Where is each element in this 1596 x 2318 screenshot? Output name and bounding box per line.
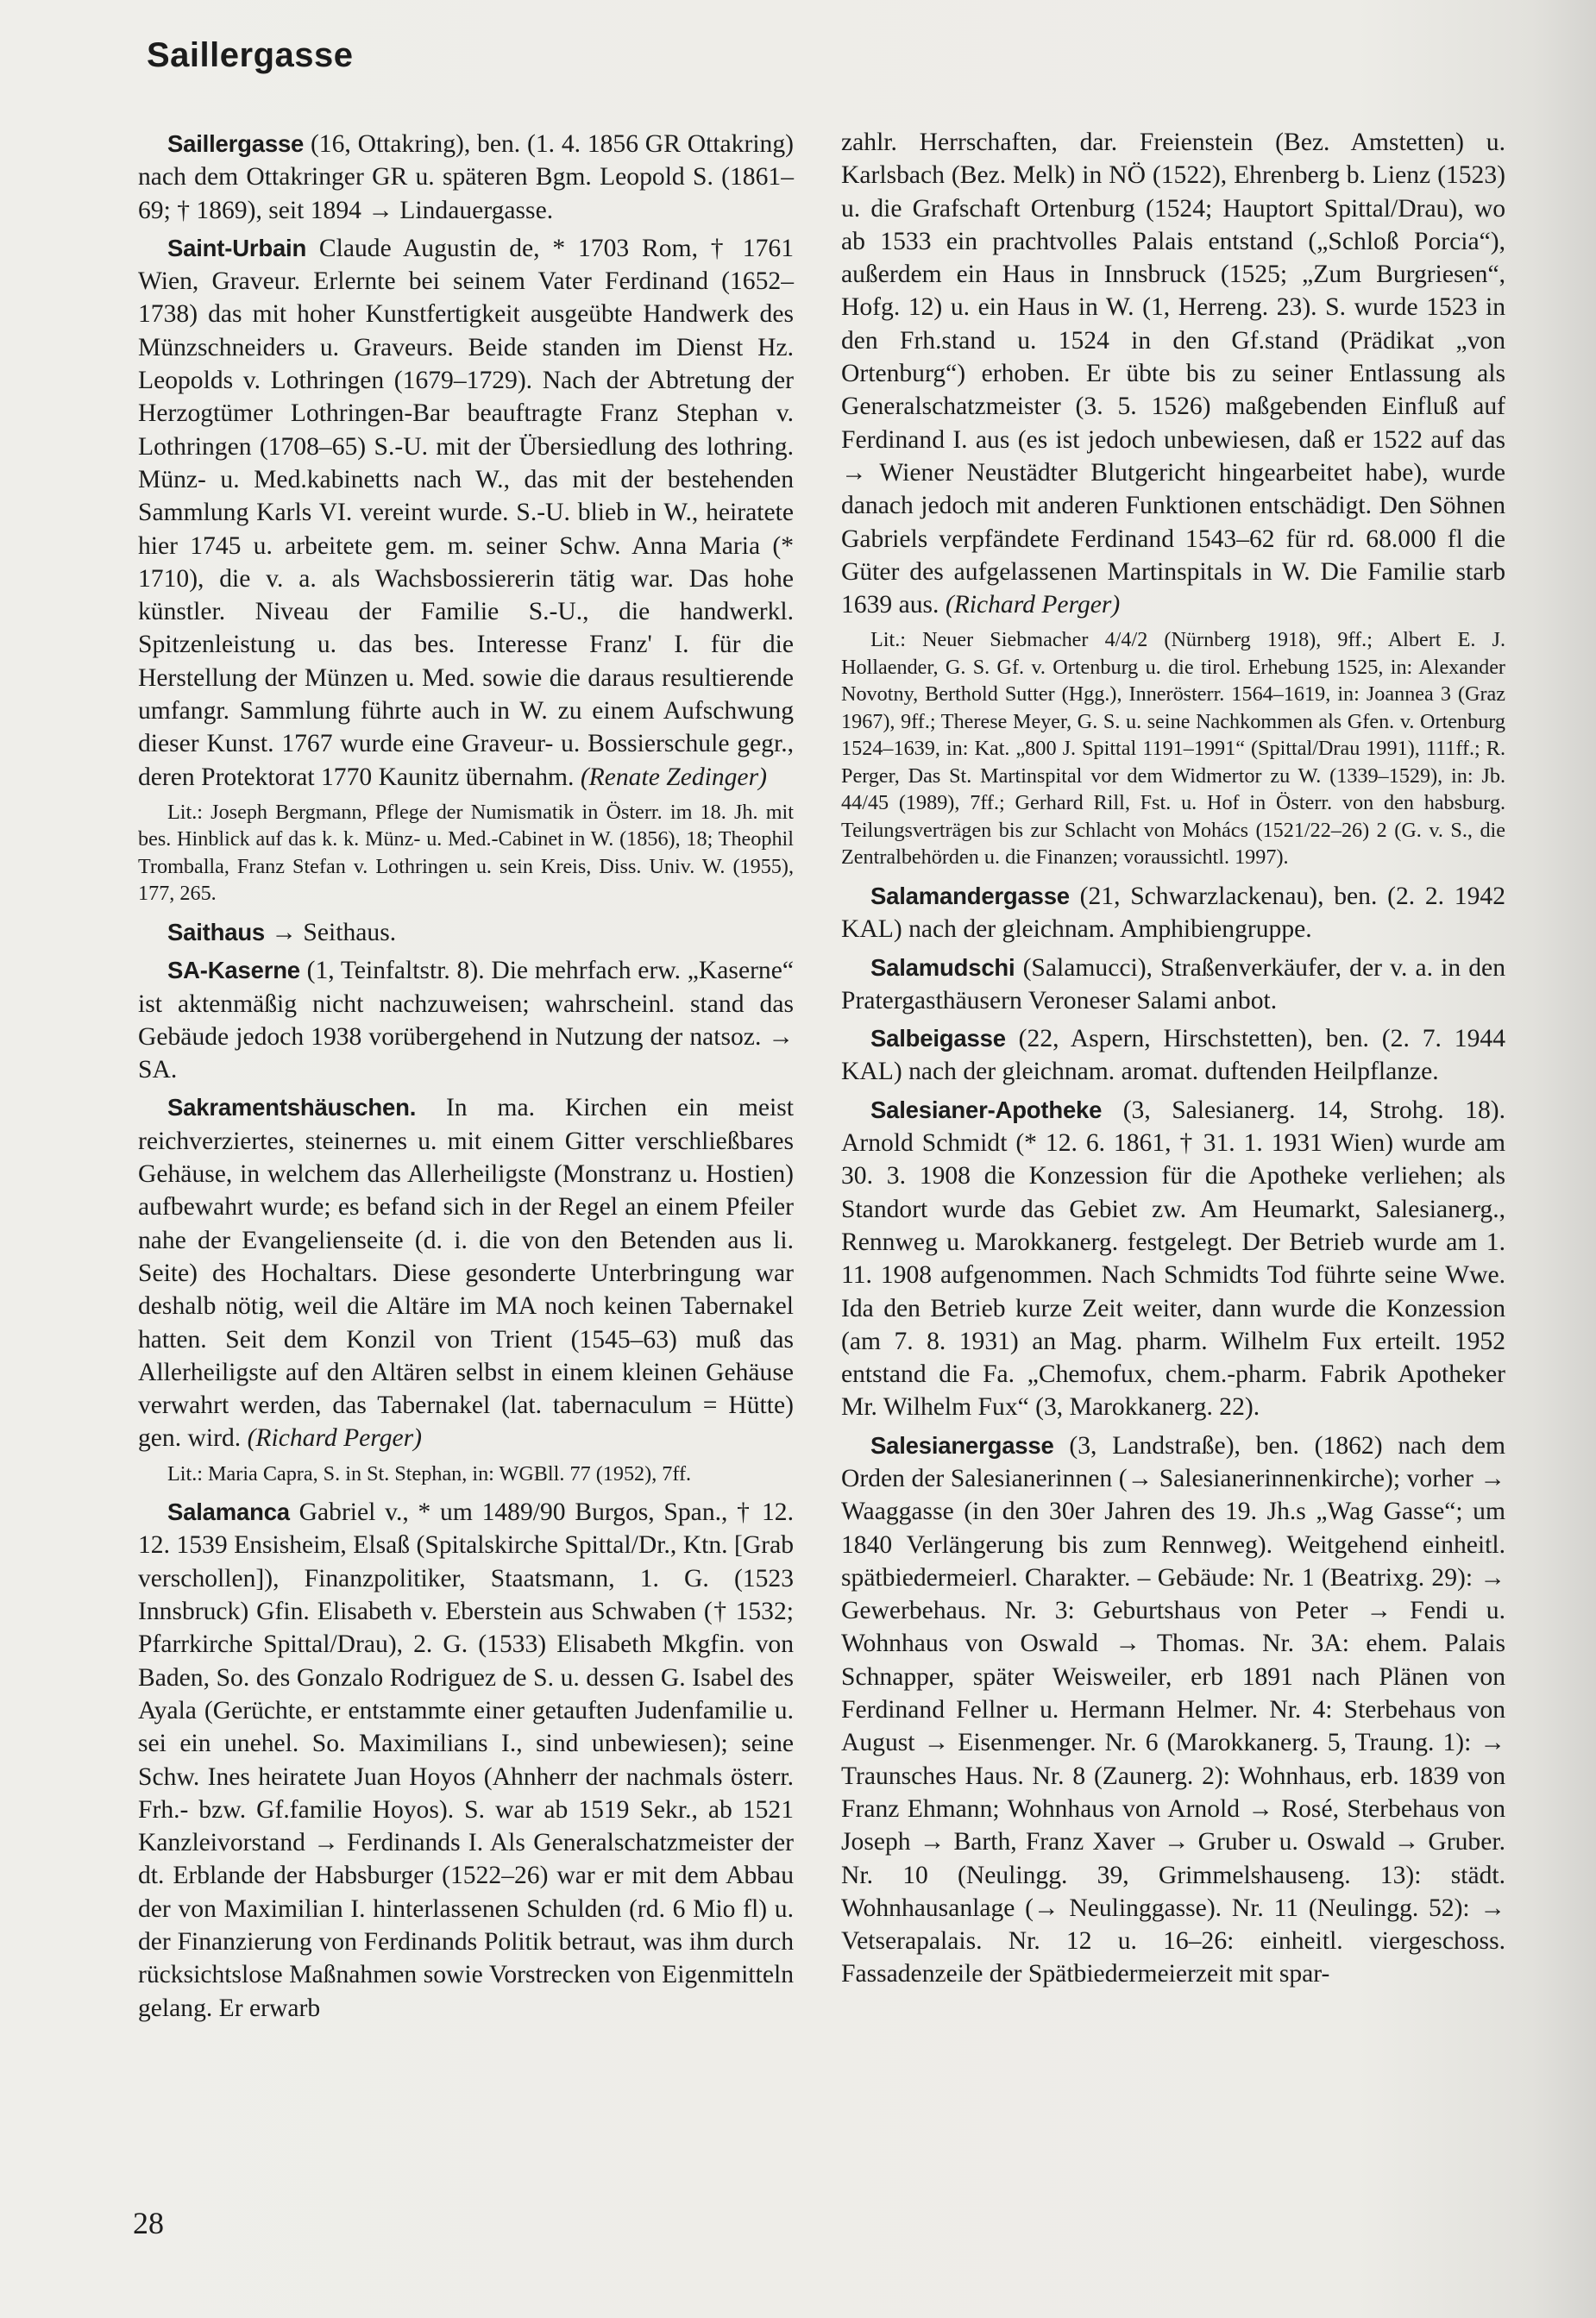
entry-salamanca [138, 1496, 794, 2025]
entry-text: (21, Schwarzlackenau), ben. (2. 2. 1942 KAL) nach der gleichnam. Amphibiengruppe. [841, 882, 1505, 944]
entry-text: zahlr. Herrschaften, dar. Freienstein (Bez. Amstetten) u. Karlsbach (Bez. Melk) in NÖ (1522), Ehrenberg b. Lienz (1523) u. die Grafschaft Ortenburg (1524; Hauptort Spittal/Drau), wo ab 1533 ein prachtvolles Palais entstand („Schloß Porcia“), außerdem ein Haus in Innsbruck (1525; „Zum Burgriesen“, Hofg. 12) u. ein Haus in W. (1, Herreng. 23). S. wurde 1523 in den Frh.stand u. 1524 in den Gf.stand (Prädikat „von Ortenburg“) erhoben. Er übte bis zu seiner Entlassung als Generalschatzmeister (3. 5. 1526) maßgebenden Einfluß auf Ferdinand I. aus (es ist jedoch unbewiesen, daß er 1522 auf das → Wiener Neustädter Blutgericht hingearbeitet habe), wurde danach jedoch mit anderen Funktionen entschädigt. Den Söhnen Gabriels verpfändete Ferdinand 1543–62 für rd. 68.000 fl die Güter des aufgelassenen Martinspitals in W. Die Familie starb 1639 aus. [841, 129, 1505, 619]
headword: Salbeigasse [870, 1025, 1006, 1052]
entry-saillergasse [138, 128, 794, 227]
headword: Salamudschi [870, 953, 1015, 981]
page-number: 28 [133, 2206, 164, 2240]
entry-text: Gabriel v., * um 1489/90 Burgos, Span., † 12. 12. 1539 Ensisheim, Elsaß (Spitalskirche Spittal/Dr., Ktn. [Grab verschollen]), Finanzpolitiker, Staatsmann, 1. G. (1523 Innsbruck) Gfin. Elisabeth v. Eberstein aus Schwaben († 1532; Pfarrkirche Spittal/Drau), 2. G. (1533) Elisabeth Mkgfin. von Baden, So. des Gonzalo Rodriguez de S. u. dessen G. Isabel des Ayala (Gerüchte, er entstammte einer getauften Judenfamilie u. sei ein unehel. So. Maximilians I., sind unbewiesen); seine Schw. Ines heiratete Juan Hoyos (Ahnherr der nachmals österr. Frh.- bzw. Gf.familie Hoyos). S. war ab 1519 Sekr., ab 1521 Kanzleivorstand → Ferdinands I. Als Generalschatzmeister der dt. Erblande der Habsburger (1522–26) war er mit dem Abbau der von Maximilian I. hinterlassenen Schulden (rd. 6 Mio fl) u. der Finanzierung von Ferdinands Politik betraut, was ihm durch rücksichtslose Maßnahmen sowie Vorstrecken von Eigenmitteln gelang. Er erwarb [138, 1498, 794, 2022]
author-credit: (Renate Zedinger) [580, 763, 767, 791]
entry-sa-kaserne [138, 954, 794, 1086]
headword: Salesianergasse [870, 1431, 1054, 1459]
entry-text: In ma. Kirchen ein meist reichverziertes, steinernes u. mit einem Gitter verschließbares Gehäuse, in welchem das Allerheiligste (Monstranz u. Hostien) aufbewahrt wurde; es befand sich in der Regel an einem Pfeiler nahe der Evangelienseite (d. i. die von den Betenden aus li. Seite) des Hochaltars. Diese gesonderte Unterbringung war deshalb nötig, weil die Altäre im MA noch keinen Tabernakel hatten. Seit dem Konzil von Trient (1545–63) muß das Allerheiligste auf den Altären selbst in einem kleinen Gehäuse verwahrt werden, das Tabernakel (lat. tabernaculum = Hütte) gen. wird. [138, 1094, 794, 1453]
literature-note: Lit.: Maria Capra, S. in St. Stephan, in: WGBll. 77 (1952), 7ff. [167, 1461, 692, 1486]
entry-saint-urbain [138, 232, 794, 794]
entry-text: (16, Ottakring), ben. (1. 4. 1856 GR Ottakring) nach dem Ottakringer GR u. späteren Bgm. Leopold S. (1861–69; † 1869), seit 1894 → Lindauergasse. [138, 130, 794, 224]
entry-text: (3, Landstraße), ben. (1862) nach dem Orden der Salesianerinnen (→ Salesianerinnenkirche); vorher → Waaggasse (in den 30er Jahren des 19. Jh.s „Wag Gasse“; um 1840 Verlängerung bis zum Rennweg). Weitgehend einheitl. spätbiedermeierl. Charakter. – Gebäude: Nr. 1 (Beatrixg. 29): → Gewerbehaus. Nr. 3: Geburtshaus von Peter → Fendi u. Wohnhaus von Oswald → Thomas. Nr. 3A: ehem. Palais Schnapper, später Weisweiler, erb 1891 nach Plänen von Ferdinand Fellner u. Hermann Helmer. Nr. 4: Sterbehaus von August → Eisenmenger. Nr. 6 (Marokkanerg. 5, Traung. 1): → Traunsches Haus. Nr. 8 (Zaunerg. 2): Wohnhaus, erb. 1839 von Franz Ehmann; Wohnhaus von Arnold → Rosé, Sterbehaus von Joseph → Barth, Franz Xaver → Gruber u. Oswald → Gruber. Nr. 10 (Neulingg. 39, Grimmelshauseng. 13): städt. Wohnhausanlage (→ Neulinggasse). Nr. 11 (Neulingg. 52): → Vetserapalais. Nr. 12 u. 16–26: einheitl. viergeschoss. Fassadenzeile der Spätbiedermeierzeit mit spar- [841, 1431, 1505, 1988]
headword: Salesianer-Apotheke [870, 1096, 1103, 1123]
entry-text: (Salamucci), Straßenverkäufer, der v. a. in den Pratergasthäusern Veroneser Salami anbot. [841, 953, 1505, 1015]
entry-text: (22, Aspern, Hirschstetten), ben. (2. 7. 1944 KAL) nach der gleichnam. aromat. duftenden Heilpflanze. [841, 1025, 1505, 1086]
entry-text: → Seithaus. [265, 918, 397, 946]
right-column [841, 126, 1505, 1996]
headword: Sakramentshäuschen. [167, 1094, 417, 1121]
literature-note: Lit.: Joseph Bergmann, Pflege der Numismatik in Österr. im 18. Jh. mit bes. Hinblick auf das k. k. Münz- u. Med.-Cabinet in W. (1856), 18; Theophil Tromballa, Franz Stefan v. Lothringen u. sein Kreis, Diss. Univ. W. (1955), 177, 265. [138, 800, 794, 906]
entry-text: (3, Salesianerg. 14, Strohg. 18). Arnold Schmidt (* 12. 6. 1861, † 31. 1. 1931 Wien) wurde am 30. 3. 1908 die Konzession für die Apotheke verliehen; als Standort wurde das Gebiet zw. Am Heumarkt, Salesianerg., Rennweg u. Marokkanerg. festgelegt. Der Betrieb wurde am 1. 11. 1908 aufgenommen. Nach Schmidts Tod führte seine Wwe. Ida den Betrieb kurze Zeit weiter, dann wurde die Konzession (am 7. 8. 1931) an Mag. pharm. Wilhelm Fux erteilt. 1952 entstand die Fa. „Chemofux, chem.-pharm. Fabrik Apotheker Mr. Wilhelm Fux“ (3, Marokkanerg. 22). [841, 1096, 1505, 1422]
headword: Salamandergasse [870, 882, 1070, 909]
headword: Saillergasse [167, 130, 305, 157]
author-credit: (Richard Perger) [945, 591, 1121, 619]
entry-sakramentshaeuschen [138, 1091, 794, 1454]
left-column [138, 128, 794, 2030]
entry-salamanca-continued [841, 126, 1505, 621]
author-credit: (Richard Perger) [247, 1424, 423, 1453]
entry-salesianer-apotheke [841, 1094, 1505, 1424]
entry-salesianergasse [841, 1429, 1505, 1991]
headword: Saithaus [167, 918, 266, 945]
entry-text: Claude Augustin de, * 1703 Rom, † 1761 Wien, Graveur. Erlernte bei seinem Vater Ferdinand (1652–1738) das mit hoher Kunstfertigkeit ausgeübte Handwerk des Münzschneiders u. Graveurs. Beide standen im Dienst Hz. Leopolds v. Lothringen (1679–1729). Nach der Abtretung der Herzogtümer Lothringen-Bar beauftragte Franz Stephan v. Lothringen (1708–65) S.-U. mit der Übersiedlung des lothring. Münz- u. Med.kabinetts nach W., das mit der bestehenden Sammlung Karls VI. vereint wurde. S.-U. blieb in W., heiratete hier 1745 u. arbeitete gem. m. seiner Schw. Anna Maria (* 1710), die v. a. als Wachsbossiererin tätig war. Das hohe künstler. Niveau der Familie S.-U., die handwerkl. Spitzenleistung u. das bes. Interesse Franz' I. für die Herstellung der Münzen u. Med. sowie die daraus resultierende umfangr. Sammlung führte auch in W. zu einem Aufschwung dieser Kunst. 1767 wurde eine Graveur- u. Bossierschule gegr., deren Protektorat 1770 Kaunitz übernahm. [138, 234, 794, 791]
headword: Salamanca [167, 1498, 290, 1526]
entry-salbeigasse [841, 1022, 1505, 1089]
page-header-title: Saillergasse [147, 36, 354, 74]
entry-salamandergasse [841, 880, 1505, 946]
entry-text: (1, Teinfaltstr. 8). Die mehrfach erw. „Kaserne“ ist aktenmäßig nicht nachzuweisen; wahrscheinl. stand das Gebäude jedoch 1938 vorübergehend in Nutzung der natsoz. → SA. [138, 957, 794, 1084]
entry-saithaus [138, 916, 794, 949]
headword: Saint-Urbain [167, 234, 307, 261]
literature-note: Lit.: Neuer Siebmacher 4/4/2 (Nürnberg 1918), 9ff.; Albert E. J. Hollaender, G. S. Gf. v. Ortenburg u. die tirol. Erhebung 1525, in: Alexander Novotny, Berthold Sutter (Hgg.), Innerösterr. 1564–1619, in: Joannea 3 (Graz 1967), 9ff.; Therese Meyer, G. S. u. seine Nachkommen als Gfen. v. Ortenburg 1524–1639, in: Kat. „800 J. Spittal 1191–1991“ (Spittal/Drau 1991), 111ff.; R. Perger, Das St. Martinspital vor dem Widmertor zu W. (1339–1529), in: Jb. 44/45 (1989), 7ff.; Gerhard Rill, Fst. u. Hof in Österr. von den habsburg. Teilungsverträgen bis zur Schlacht von Mohács (1521/22–26) 2 (G. v. S., die Zentralbehörden u. die Finanzen; voraussichtl. 1997). [841, 628, 1505, 870]
headword: SA-Kaserne [167, 957, 300, 984]
entry-salamudschi [841, 952, 1505, 1018]
